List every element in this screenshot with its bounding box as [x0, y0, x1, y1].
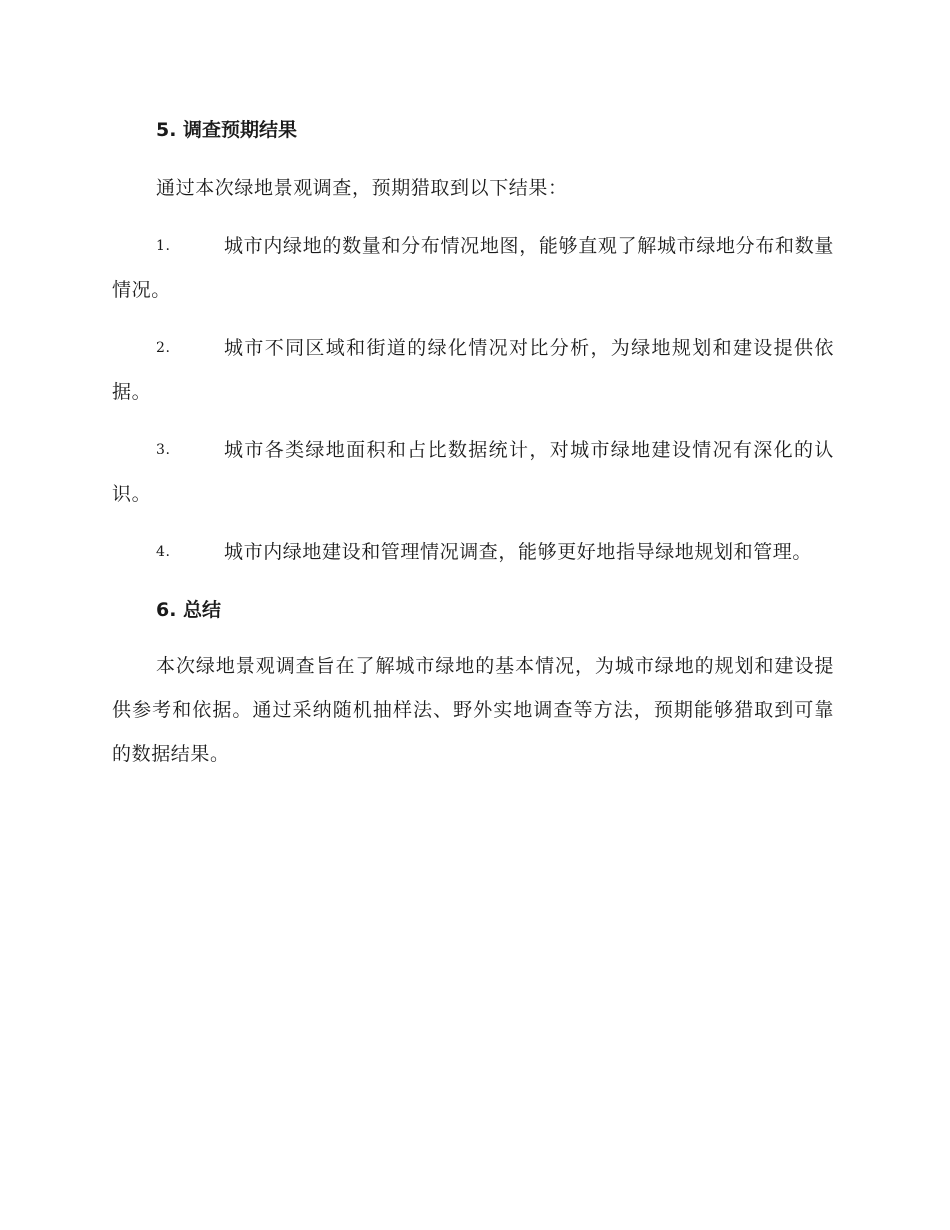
list-item — [112, 530, 834, 574]
list-item — [112, 326, 834, 414]
section-6-paragraph: 本次绿地景观调查旨在了解城市绿地的基本情况，为城市绿地的规划和建设提供参考和依据。通过采纳随机抽样法、野外实地调查等方法，预期能够猎取到可靠的数据结果。 — [112, 655, 834, 765]
section-5-intro: 通过本次绿地景观调查，预期猎取到以下结果： — [156, 177, 568, 199]
list-item — [112, 224, 834, 312]
list-item-number: 3. — [156, 442, 171, 458]
list-item-text: 城市各类绿地面积和占比数据统计，对城市绿地建设情况有深化的认识。 — [112, 439, 834, 505]
list-item-number: 1. — [156, 238, 171, 254]
section-6-heading: 6. 总结 — [156, 599, 222, 621]
list-item-text: 城市内绿地的数量和分布情况地图，能够直观了解城市绿地分布和数量情况。 — [112, 235, 834, 301]
list-item-text: 城市不同区域和街道的绿化情况对比分析，为绿地规划和建设提供依据。 — [112, 337, 834, 403]
list-item-number: 4. — [156, 544, 171, 560]
section-5-heading: 5. 调查预期结果 — [156, 119, 298, 141]
list-item-text: 城市内绿地建设和管理情况调查，能够更好地指导绿地规划和管理。 — [224, 541, 813, 563]
list-item — [112, 428, 834, 516]
document-body — [112, 108, 834, 776]
list-item-number: 2. — [156, 340, 171, 356]
